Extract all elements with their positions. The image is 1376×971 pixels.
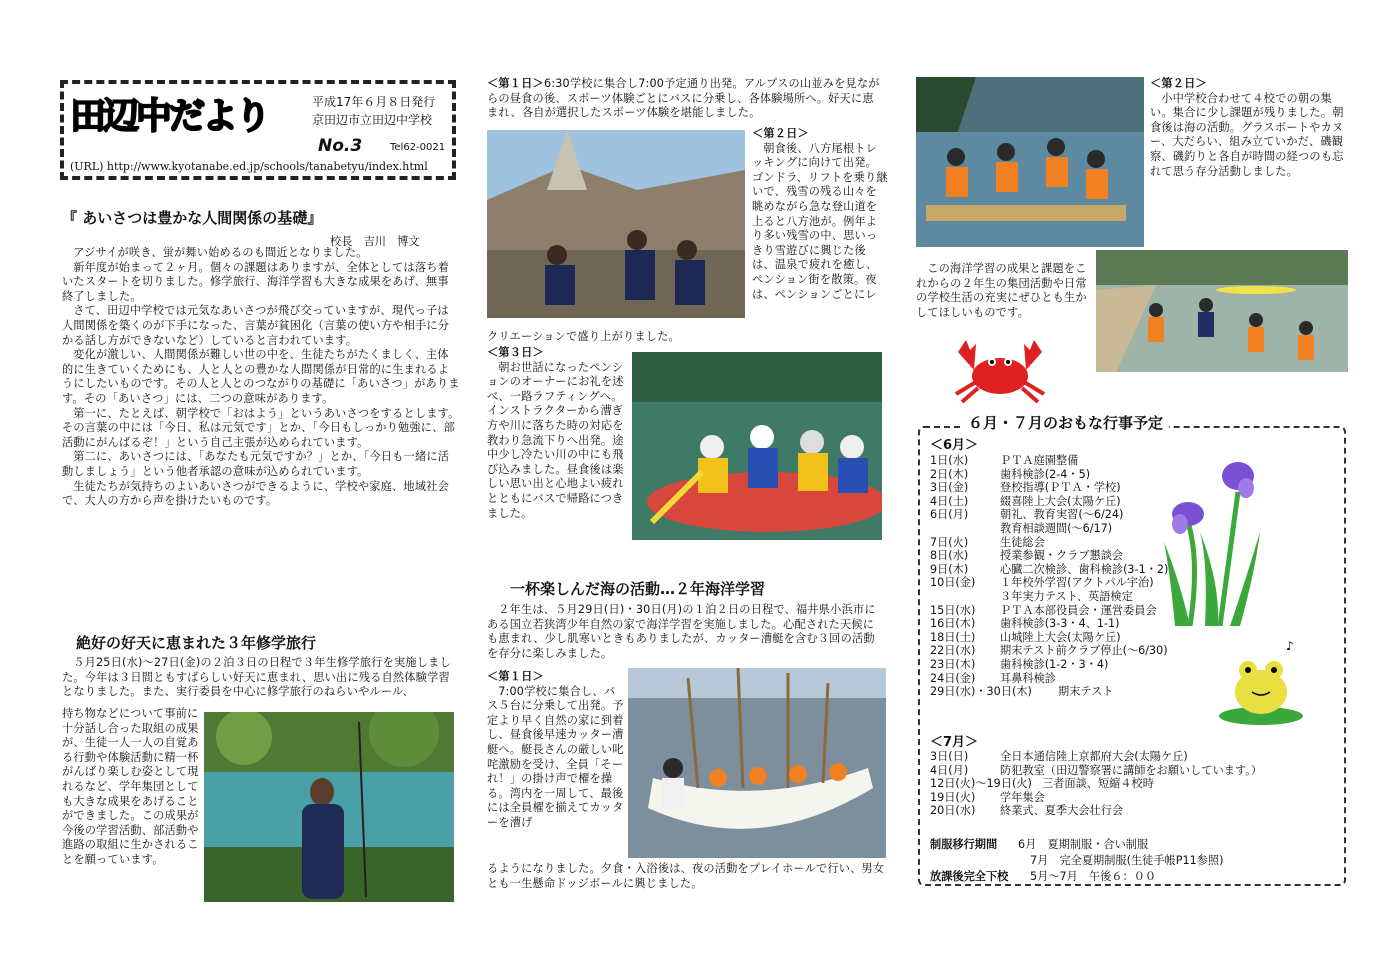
ocean-day1-text: 7:00学校に集合し、バス５台に分乗して出発。予定より早く自然の家に到着し、昼食後早速カッター漕艇へ。艇長さんの厳しい叱咤激励を受け、全員「そーれ！」の掛け声で櫂を操る。湾内を一周して、最後には全員櫂を揃えてカッターを漕げ bbox=[487, 684, 624, 829]
ocean-closing bbox=[916, 262, 1092, 320]
forest-pond-photo bbox=[204, 712, 454, 902]
trip-day3-heading: ＜第３日＞ bbox=[487, 346, 544, 359]
school-trip-side-text: 持ち物などについて事前に十分話し合った取組の成果が、生徒一人一人の自覚ある行動や体験活動に精一杯がんばり楽しむ姿として現れるなど、学年集団としても大きな成果をあげることができました。この成果が今後の学習活動、部活動や進路の取組に生かされることを願っています。 bbox=[62, 707, 199, 866]
paragraph: 生徒たちが気持ちのよいあいさつができるように、学校や家庭、地域社会で、大人の方から声を掛けたいものです。 bbox=[62, 479, 449, 508]
schedule-row bbox=[930, 454, 1190, 468]
schedule-date: 10日(金) bbox=[930, 576, 976, 590]
schedule-event: 歯科検診(1-2・3・4) bbox=[1000, 657, 1109, 671]
schedule-row bbox=[930, 750, 1330, 764]
rafting-photo bbox=[632, 352, 882, 540]
schedule-row bbox=[930, 658, 1190, 672]
june-heading: ＜6月＞ bbox=[930, 438, 979, 453]
schedule-row bbox=[930, 791, 1330, 805]
issue-date: 平成17年６月８日発行 bbox=[312, 95, 436, 109]
svg-text:♪: ♪ bbox=[1286, 639, 1294, 653]
schedule-event: 心臓二次検診、歯科検診(3-1・2) bbox=[1000, 562, 1169, 576]
greeting-article-title: 『 あいさつは豊かな人間関係の基礎』 bbox=[62, 209, 323, 227]
phone-number: Tel62-0021 bbox=[390, 142, 446, 153]
schedule-event: 学年集会 bbox=[1000, 790, 1045, 804]
ocean-study-title: 一杯楽しんだ海の活動…２年海洋学習 bbox=[510, 580, 766, 598]
dismissal-time: 5月～7月 午後６：００ bbox=[1030, 870, 1157, 883]
schedule-event: 生徒総会 bbox=[1000, 535, 1045, 549]
schedule-event: 三者面談、短縮４校時 bbox=[1042, 777, 1154, 791]
trip-day2-text: 朝食後、八方尾根トレッキングに向けて出発。ゴンドラ、リフトを乗り継いで、残雪の残る山々を眺めながら急な登山道を上ると八方池が。例年より多い残雪の中、思いっきり雪遊びに興じた後は、温泉で疲れを癒し、ペンション街を散策。夜は、ペンションごとにレ bbox=[752, 141, 888, 301]
schedule-date: 2日(木) bbox=[930, 467, 969, 481]
schedule-row bbox=[930, 481, 1190, 495]
paragraph: 第二に、あいさつには、「あなたも元気ですか？」とか、「今日も一緒に活動しましょう」という他者承認の意味が込められています。 bbox=[62, 450, 450, 478]
schedule-date: 19日(火) bbox=[930, 790, 976, 804]
schedule-event: 授業参観・クラブ懇談会 bbox=[1000, 549, 1124, 563]
schedule-event: ＰＴＡ庭園整備 bbox=[1000, 454, 1079, 467]
schedule-row bbox=[930, 590, 1190, 604]
uniform-label: 制服移行期間 bbox=[930, 838, 998, 851]
schedule-row bbox=[930, 777, 1330, 791]
school-trip-title: 絶好の好天に恵まれた３年修学旅行 bbox=[76, 634, 317, 652]
schedule-date: 1日(水) bbox=[930, 454, 969, 467]
schedule-event: ３年実力テスト、英語検定 bbox=[1000, 589, 1133, 603]
june-schedule-list bbox=[930, 454, 1190, 699]
raft-lake-photo bbox=[916, 77, 1144, 247]
schedule-event: 終業式、夏季大会壮行会 bbox=[1000, 804, 1124, 818]
school-name: 京田辺市立田辺中学校 bbox=[312, 113, 433, 127]
paragraph: ５月25日(水)～27日(金)の２泊３日の日程で３年生修学旅行を実施しました。今年は３日間ともすばらしい好天に恵まれ、思い出に残る自然体験学習となりました。また、実行委員を中心に修学旅行のねらいやルール、 bbox=[62, 656, 451, 699]
ocean-day1-continued: るようになりました。夕食・入浴後は、夜の活動をプレイホールで行い、男女とも一生懸命ドッジボールに興じました。 bbox=[487, 862, 885, 890]
trip-day2 bbox=[752, 127, 888, 302]
issue-number: No.3 bbox=[318, 136, 363, 156]
trip-day3-text: 朝お世話になったペンションのオーナーにお礼を述べ、一路ラフティングへ。インストラクターから漕ぎ方や川に落ちた時の対応を教わり急流下りへ出発。途中少し冷たい川の中にも飛び込みました。昼食後は楽しい思い出と心地よい疲れとともにバスで帰路につきました。 bbox=[487, 360, 624, 520]
ocean-day2-text: 小中学校合わせて４校での朝の集い。集合に少し課題が残りました。朝食後は海の活動。グラスボートやカヌー、大だらい、組み立ていかだ、磯観察、磯釣りと各自が時間の経つのも忘れて思う存分活動しました。 bbox=[1150, 91, 1344, 178]
schedule-event: 山城陸上大会(太陽ケ丘) bbox=[1000, 630, 1121, 644]
trip-day3 bbox=[487, 346, 627, 521]
ocean-day2-heading: ＜第２日＞ bbox=[1150, 77, 1207, 90]
ocean-day2 bbox=[1150, 77, 1348, 179]
ocean-day1 bbox=[487, 670, 625, 831]
schedule-event: 防犯教室（田辺警察署に講師をお願いしています。） bbox=[1000, 763, 1263, 777]
trip-day1-text: 6:30学校に集合し7:00予定通り出発。アルプスの山並みを見ながらの昼食の後、スポーツ体験ごとにバスに分乗し、各体験場所へ。好天に恵まれ、各自が選択したスポーツ体験を堪能しました。 bbox=[487, 77, 880, 120]
schedule-row bbox=[930, 549, 1190, 563]
schedule-row bbox=[930, 522, 1190, 536]
schedule-row bbox=[930, 536, 1190, 550]
schedule-event: 歯科検診(2-4・5) bbox=[1000, 467, 1091, 481]
schedule-date: 3日(金) bbox=[930, 481, 969, 495]
schedule-event: 全日本通信陸上京都府大会(太陽ケ丘) bbox=[1000, 750, 1188, 763]
paragraph: 新年度が始まって２ヶ月。個々の課題はありますが、全体としては落ち着いたスタートを切りました。修学旅行、海洋学習も大きな成果をあげ、無事終了しました。 bbox=[62, 260, 449, 303]
masthead bbox=[60, 80, 456, 180]
cutter-boat-photo bbox=[628, 668, 886, 858]
schedule-date: 9日(木) bbox=[930, 562, 969, 576]
schedule-event: 耳鼻科検診 bbox=[1000, 671, 1056, 685]
dismissal-label: 放課後完全下校 bbox=[930, 870, 1009, 883]
trip-day1 bbox=[487, 77, 885, 121]
crab-icon bbox=[948, 332, 1052, 404]
schedule-date: 4日(土) bbox=[930, 494, 969, 508]
uniform-june: 6月 夏期制服・合い制服 bbox=[1018, 838, 1149, 851]
paragraph: さて、田辺中学校では元気なあいさつが飛び交っていますが、現代っ子は人間関係を築くのが下手になった、言葉が貧困化（言葉の使い方や相手に分かる話し方ができないなど）していると言われています。 bbox=[62, 304, 450, 347]
school-url[interactable]: (URL) http://www.kyotanabe.ed.jp/schools/tanabetyu/index.html bbox=[70, 160, 428, 173]
schedule-event: 期末テスト前クラブ停止(～6/30) bbox=[1000, 644, 1168, 658]
schedule-date: 16日(木) bbox=[930, 617, 976, 631]
schedule-title: ６月・７月のおもな行事予定 bbox=[962, 412, 1169, 433]
paragraph: この海洋学習の成果と課題をこれからの２年生の集団活動や日常の学校生活の充実にぜひとも生かしてほしいものです。 bbox=[916, 262, 1087, 319]
schedule-row bbox=[930, 576, 1190, 590]
schedule-date: 12日(火)～19日(火) bbox=[930, 777, 1032, 791]
schedule-row bbox=[930, 764, 1330, 778]
schedule-row bbox=[930, 508, 1190, 522]
frog-icon bbox=[1216, 636, 1306, 726]
schedule-row bbox=[930, 672, 1190, 686]
trip-day1-heading: ＜第１日＞ bbox=[487, 77, 544, 90]
schedule-event: １年校外学習(アクトパル宇治) bbox=[1000, 576, 1154, 590]
schedule-date: 6日(月) bbox=[930, 508, 969, 522]
schedule-date: 29日(水)・30日(木) bbox=[930, 685, 1032, 699]
july-schedule-list bbox=[930, 750, 1330, 818]
school-trip-intro bbox=[62, 656, 460, 700]
beach-activity-photo bbox=[1096, 250, 1348, 372]
schedule-row bbox=[930, 644, 1190, 658]
july-heading: ＜7月＞ bbox=[930, 735, 979, 750]
schedule-row bbox=[930, 804, 1330, 818]
schedule-event: 登校指導(ＰＴＡ・学校) bbox=[1000, 481, 1121, 495]
schedule-event: ＰＴＡ本部役員会・運営委員会 bbox=[1000, 603, 1157, 617]
newsletter-title: 田辺中だより bbox=[70, 96, 269, 137]
trip-day2-continued: クリエーションで盛り上がりました。 bbox=[487, 330, 680, 343]
schedule-date: 18日(土) bbox=[930, 630, 976, 644]
schedule-row bbox=[930, 617, 1190, 631]
article-author: 校長 吉川 博文 bbox=[330, 235, 420, 248]
schedule-date: 24日(金) bbox=[930, 671, 976, 685]
schedule-date: 4日(月) bbox=[930, 763, 969, 777]
iris-flower-icon bbox=[1160, 452, 1266, 626]
schedule-row bbox=[930, 468, 1190, 482]
paragraph: 変化が激しい、人間関係が難しい世の中を、生徒たちがたくましく、主体的に生きていくためにも、人と人との豊かな人間関係が日常的に生まれるようにしたいものです。その人と人とのつながりの基礎に「あいさつ」があります。その「あいさつ」には、二つの意味があります。 bbox=[62, 348, 460, 405]
paragraph: アジサイが咲き、蛍が舞い始めるのも間近となりました。 bbox=[73, 246, 368, 259]
uniform-july: 7月 完全夏期制服(生徒手帳P11参照) bbox=[1030, 854, 1224, 867]
ocean-study-intro bbox=[487, 603, 885, 661]
schedule-event: 歯科検診(3-3・4、1-1) bbox=[1000, 617, 1120, 631]
schedule-row bbox=[930, 604, 1190, 618]
paragraph: ２年生は、５月29日(日)・30日(月)の１泊２日の日程で、福井県小浜市にある国立若狭湾少年自然の家で海洋学習を実施しました。心配された天候にも恵まれ、少し肌寒いときもありましたが、カッター漕艇を含む３回の活動を存分に楽しみました。 bbox=[487, 603, 876, 660]
schedule-date: 3日(日) bbox=[930, 750, 969, 763]
schedule-row bbox=[930, 495, 1190, 509]
greeting-article-body bbox=[62, 246, 460, 509]
schedule-date: 20日(水) bbox=[930, 804, 976, 818]
schedule-row bbox=[930, 631, 1190, 645]
schedule-date: 8日(水) bbox=[930, 549, 969, 563]
schedule-event: 綴喜陸上大会(太陽ケ丘) bbox=[1000, 494, 1121, 508]
schedule-event: 期末テスト bbox=[1058, 685, 1114, 699]
schedule-date: 22日(水) bbox=[930, 644, 976, 658]
trip-day2-heading: ＜第２日＞ bbox=[752, 127, 809, 140]
schedule-date: 23日(木) bbox=[930, 657, 976, 671]
schedule-row bbox=[930, 685, 1190, 699]
schedule-date: 7日(火) bbox=[930, 535, 969, 549]
schedule-row bbox=[930, 563, 1190, 577]
paragraph: 第一に、たとえば、朝学校で「おはよう」というあいさつをするとします。その言葉の中には「今日、私は元気です」とか、「今日もしっかり勉強に、部活動にがんばるぞ！」という自己主張が込められています。 bbox=[62, 406, 460, 449]
schedule-event: 教育相談週間(～6/17) bbox=[1000, 521, 1113, 535]
mountain-trekking-photo bbox=[487, 130, 745, 318]
schedule-event: 朝礼、教育実習(～6/24) bbox=[1000, 508, 1124, 522]
ocean-day1-heading: ＜第１日＞ bbox=[487, 670, 544, 683]
schedule-date: 15日(水) bbox=[930, 603, 976, 617]
